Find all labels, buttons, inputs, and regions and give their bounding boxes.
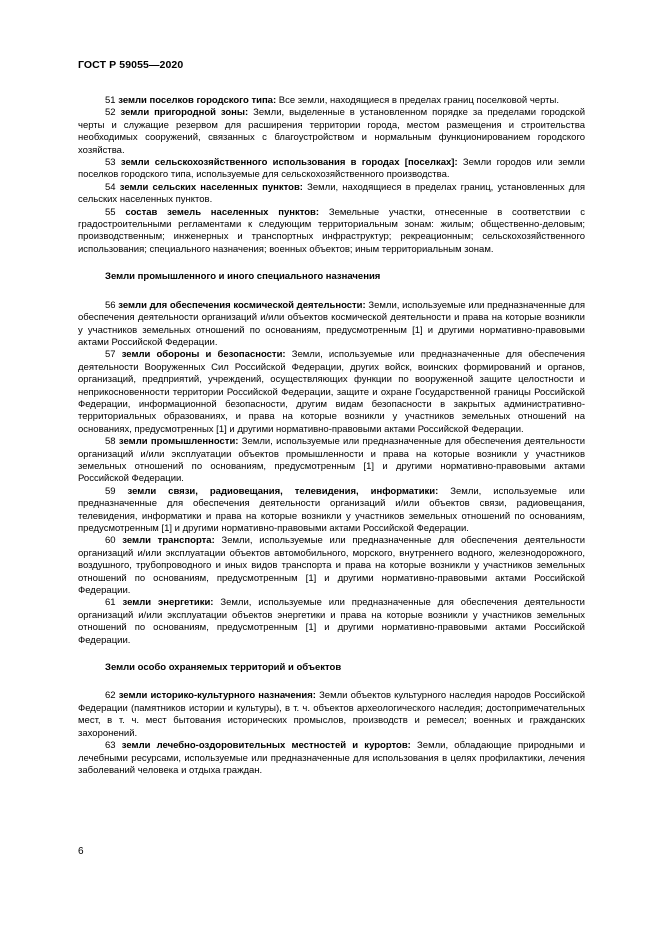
term-name: земли лечебно-оздоровительных местностей и курортов:: [121, 740, 411, 752]
term-number: 51: [105, 95, 116, 106]
term-number: 62: [105, 690, 116, 702]
term-name: земли поселков городского типа:: [118, 95, 277, 106]
section-heading-protected: Земли особо охраняемых территорий и объектов: [105, 662, 342, 674]
term-paragraph-52: [78, 107, 585, 157]
term-name: земли промышленности:: [118, 436, 239, 448]
term-number: 52: [105, 107, 116, 119]
term-name: земли сельскохозяйственного использования в городах [поселках]:: [120, 157, 458, 169]
term-definition: Земельные участки, отнесенные в соответствии с градостроительными регламентами к следующим территориальным зонам: жилым; общественно-деловым; производственным; инженерных и транспортных инфраструктур; рекреационным; сельскохозяйственного использования; специального назначения; военных объектов; иным территориальным зонам.: [78, 206, 586, 255]
term-paragraph-61: [78, 597, 585, 647]
term-definition: Земли городов или земли поселков городского типа, используемые для сельскохозяйственного производства.: [78, 157, 585, 181]
term-paragraph-53: [78, 157, 585, 182]
term-name: земли транспорта:: [122, 535, 215, 547]
page-number: 6: [78, 846, 84, 857]
term-name: состав земель населенных пунктов:: [125, 206, 320, 218]
term-name: земли связи, радиовещания, телевидения, информатики:: [127, 485, 439, 497]
section-intro: [78, 95, 585, 256]
term-number: 55: [105, 206, 116, 218]
term-definition: Земли объектов культурного наследия народов Российской Федерации (памятников истории и культуры), в т. ч. объектов археологического наследия; достопримечательных мест, в т. ч. мест бытования исторических промыслов, производств и ремесел; военных и гражданских захоронений.: [78, 690, 586, 739]
term-paragraph-63: [78, 740, 585, 777]
term-number: 58: [105, 436, 116, 448]
term-number: 53: [105, 157, 116, 169]
term-paragraph-51: [78, 95, 585, 107]
term-number: 56: [105, 299, 116, 311]
term-definition: Земли, выделенные в установленном порядке за пределами городской черты и служащие резервом для расширения территории города, местом размещения и строительства необходимых сооружений, связанных с благоустройством и нормальным функционированием городского хозяйства.: [78, 107, 586, 156]
term-name: земли энергетики:: [122, 597, 214, 609]
document-body: [78, 95, 585, 777]
term-name: земли историко-культурного назначения:: [118, 690, 316, 702]
term-definition: Земли, используемые или предназначенные для обеспечения деятельности организаций и/или эксплуатации объектов промышленности и права на которые возникли у участников земельных отношений по основаниям, предусмотренным [1] и другими нормативно-правовыми актами Российской Федерации.: [78, 436, 585, 485]
section-protected: [78, 690, 585, 777]
term-definition: Земли, используемые или предназначенные для обеспечения деятельности Вооруженных Сил Российской Федерации, других войск, воинских формирований и органов, организаций, предприятий, учреждений, осуществляющих функции по вооруженной защите целостности и неприкосновенности территории Российской Федерации, защите и охране Государственной границы Российской Федерации, информационной безопасности, другим видам безопасности в закрытых административно-территориальных образованиях, и права на которые возникли у участников земельных отношений на основаниях, предусмотренных [1] и другими нормативно-правовыми актами Российской Федерации.: [78, 349, 586, 435]
term-paragraph-55: [78, 207, 585, 257]
term-name: земли пригородной зоны:: [120, 107, 249, 119]
term-definition: Земли, находящиеся в пределах границ, установленных для сельских населенных пунктов.: [78, 181, 586, 206]
term-number: 60: [105, 535, 116, 547]
term-name: земли обороны и безопасности:: [121, 349, 286, 361]
term-paragraph-60: [78, 535, 585, 597]
term-name: земли сельских населенных пунктов:: [119, 181, 303, 193]
term-definition: Земли, используемые или предназначенные для обеспечения деятельности организаций и/или эксплуатации объектов автомобильного, морского, внутреннего водного, железнодорожного, воздушного, трубопроводного и иных видов транспорта и права на которые возникли у участников земельных отношений по основаниям, предусмотренным [1] и другими нормативно-правовыми актами Российской Федерации.: [78, 535, 586, 597]
term-number: 54: [105, 181, 116, 193]
term-definition: Земли, используемые или предназначенные для обеспечения деятельности организаций и/или объектов связи, радиовещания, телевидения, информатики и права на которые возникли у участников земельных отношений по основаниям, предусмотренным [1] и другими нормативно-правовыми актами Российской Федерации.: [78, 485, 585, 534]
term-number: 61: [105, 597, 116, 609]
section-heading-industrial: Земли промышленного и иного специального назначения: [105, 271, 381, 283]
term-definition: Земли, обладающие природными и лечебными ресурсами, используемые или предназначенные для использования в целях профилактики, лечения заболеваний человека и отдыха граждан.: [78, 740, 586, 776]
term-definition: Все земли, находящиеся в пределах границ поселковой черты.: [278, 95, 559, 106]
term-paragraph-57: [78, 349, 585, 436]
term-name: земли для обеспечения космической деятельности:: [118, 299, 366, 311]
term-paragraph-54: [78, 182, 585, 207]
term-number: 63: [105, 740, 116, 752]
term-definition: Земли, используемые или предназначенные для обеспечения деятельности организаций и/или эксплуатации объектов энергетики и права на которые возникли у участников земельных отношений по основаниям, предусмотренным [1] и другими нормативно-правовыми актами Российской Федерации.: [78, 597, 585, 646]
term-paragraph-56: [78, 300, 585, 350]
document-header: ГОСТ Р 59055—2020: [78, 59, 184, 71]
term-paragraph-58: [78, 436, 585, 486]
section-industrial: [78, 300, 585, 647]
term-number: 57: [105, 349, 116, 361]
term-number: 59: [105, 485, 116, 497]
term-paragraph-62: [78, 690, 585, 740]
term-definition: Земли, используемые или предназначенные для обеспечения деятельности организаций и/или объектов космической деятельности и права на которые возникли у участников земельных отношений по основаниям, предусмотренным [1] и другими нормативно-правовыми актами Российской Федерации.: [78, 299, 586, 348]
term-paragraph-59: [78, 486, 585, 536]
